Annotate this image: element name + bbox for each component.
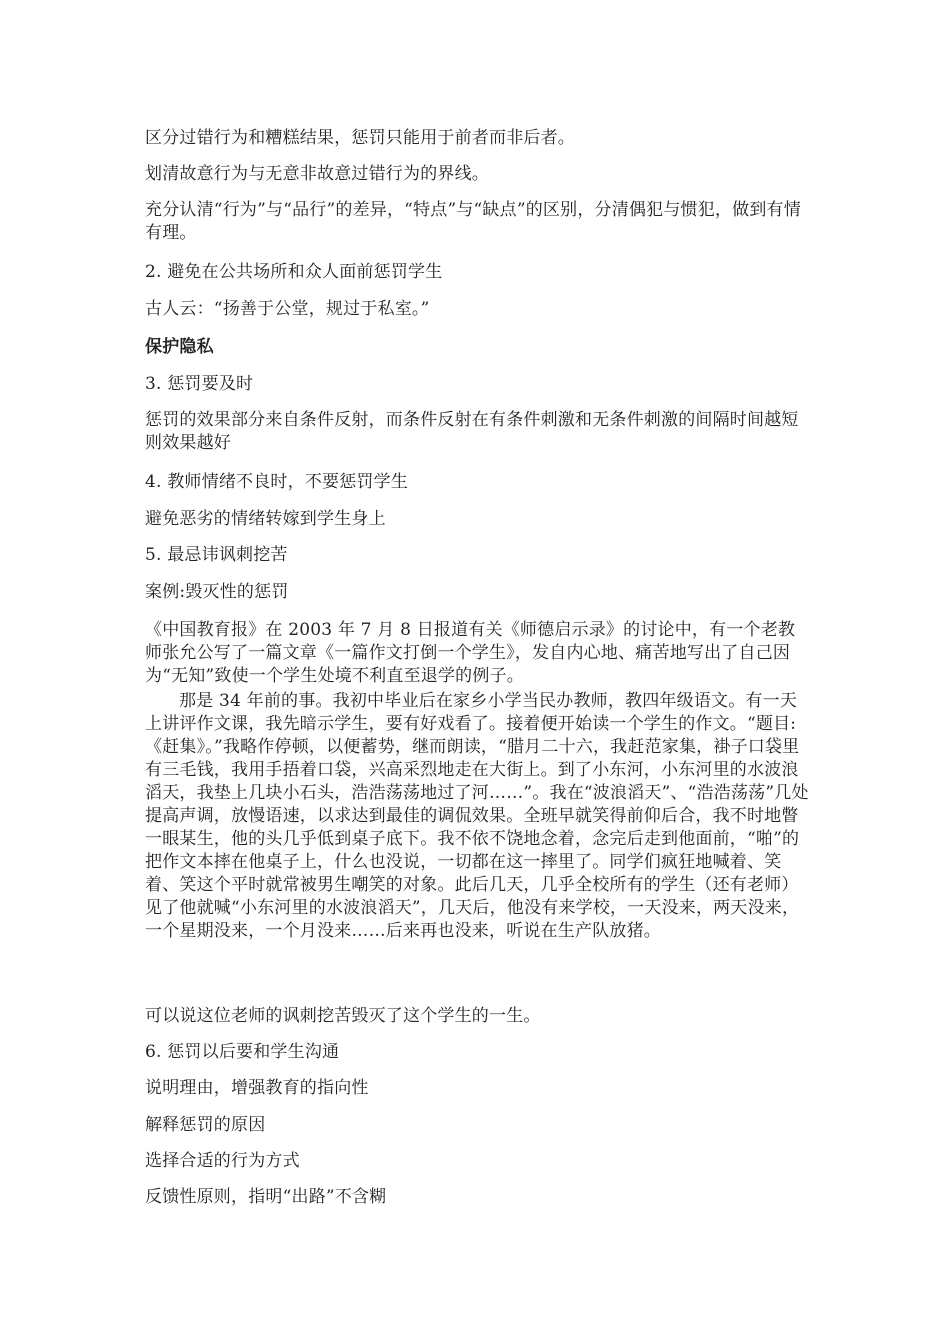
paragraph-10: 解释惩罚的原因 [145, 1115, 266, 1135]
paragraph-12: 反馈性原则，指明“出路”不含糊 [145, 1187, 387, 1207]
heading-6: 6. 惩罚以后要和学生沟通 [145, 1042, 340, 1062]
paragraph-5: 惩罚的效果部分来自条件反射，而条件反射在有条件刺激和无条件刺激的间隔时间越短则效果越好 [145, 410, 799, 453]
heading-4: 4. 教师情绪不良时，不要惩罚学生 [145, 472, 409, 492]
bold-label-privacy: 保护隐私 [145, 337, 214, 357]
paragraph-3: 充分认清“行为”与“品行”的差异，“特点”与“缺点”的区别，分清偶犯与惯犯，做到有情有理。 [145, 200, 801, 243]
paragraph-1: 区分过错行为和糟糕结果，惩罚只能用于前者而非后者。 [145, 128, 575, 148]
heading-3: 3. 惩罚要及时 [145, 374, 254, 394]
paragraph-11: 选择合适的行为方式 [145, 1151, 300, 1171]
paragraph-9: 说明理由，增强教育的指向性 [145, 1078, 369, 1098]
paragraph-8: 可以说这位老师的讽刺挖苦毁灭了这个学生的一生。 [145, 1006, 541, 1026]
paragraph-7: 《中国教育报》在 2003 年 7 月 8 日报道有关《师德启示录》的讨论中，有一个老教师张允公写了一篇文章《一篇作文打倒一个学生》，发自内心地、痛苦地写出了自己因为“无知”致使一个学生处境不利直至退学的例子。 [145, 620, 796, 686]
heading-2: 2. 避免在公共场所和众人面前惩罚学生 [145, 262, 443, 282]
paragraph-2: 划清故意行为与无意非故意过错行为的界线。 [145, 164, 489, 184]
paragraph-4: 古人云：“扬善于公堂，规过于私室。” [145, 299, 430, 319]
heading-5: 5. 最忌讳讽刺挖苦 [145, 545, 288, 565]
case-title: 案例:毁灭性的惩罚 [145, 582, 289, 602]
paragraph-6: 避免恶劣的情绪转嫁到学生身上 [145, 509, 386, 529]
case-story: 那是 34 年前的事。我初中毕业后在家乡小学当民办教师，教四年级语文。有一天上讲评作文课，我先暗示学生，要有好戏看了。接着便开始读一个学生的作文。“题目:《赶集》。”我略作停顿，以便蓄势，继而朗读，“腊月二十六，我赶范家集，褂子口袋里有三毛钱，我用手捂着口袋，兴高采烈地走在大街上。到了小东河，小东河里的水波浪滔天，我垫上几块小石头，浩浩荡荡地过了河……”。我在“波浪滔天”、“浩浩荡荡”几处提高声调，放慢语速，以求达到最佳的调侃效果。全班早就笑得前仰后合，我不时地瞥一眼某生，他的头几乎低到桌子底下。我不依不饶地念着，念完后走到他面前，“啪”的把作文本摔在他桌子上，什么也没说，一切都在这一摔里了。同学们疯狂地喊着、笑着、笑这个平时就常被男生嘲笑的对象。此后几天，几乎全校所有的学生（还有老师）见了他就喊“小东河里的水波浪滔天”，几天后，他没有来学校，一天没来，两天没来，一个星期没来，一个月没来……后来再也没来，听说在生产队放猪。 [145, 691, 809, 941]
